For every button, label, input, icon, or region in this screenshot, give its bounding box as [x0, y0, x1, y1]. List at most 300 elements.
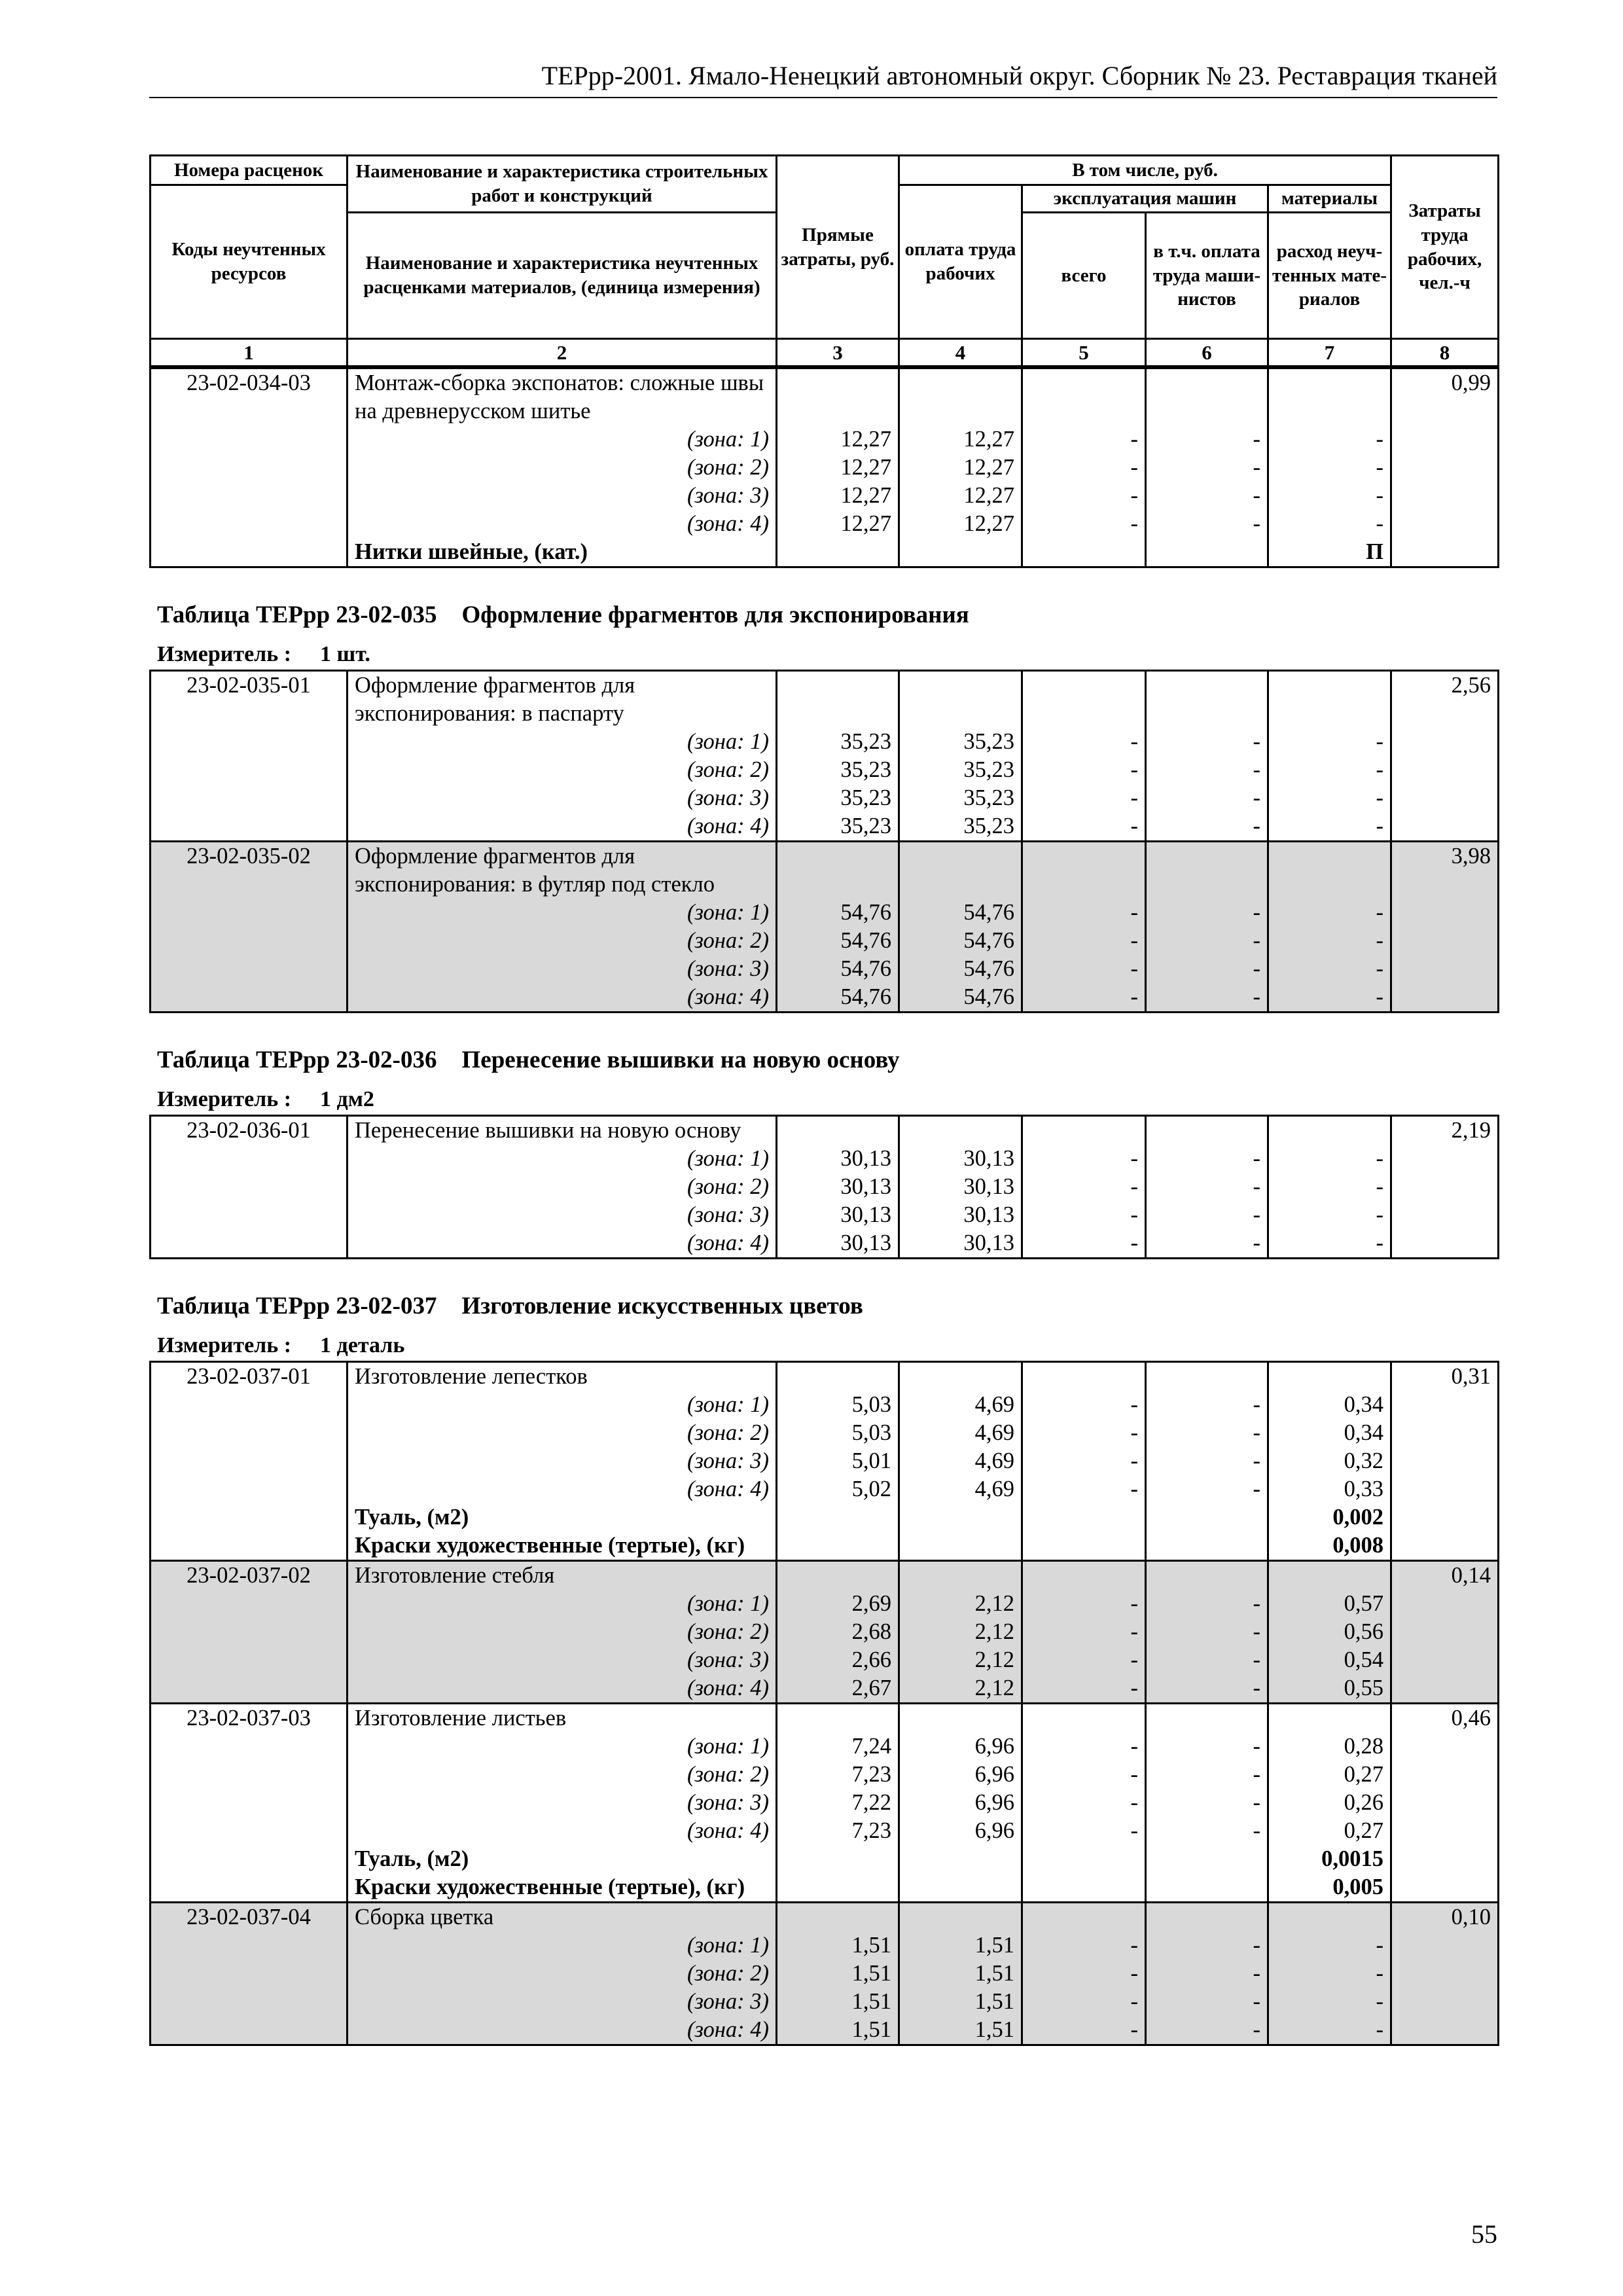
row-spacer — [1275, 870, 1383, 899]
value-cell-direct — [777, 671, 899, 842]
row-spacer — [1153, 397, 1260, 425]
labor-cost-value: 2,19 — [1451, 1118, 1491, 1143]
column-number: 7 — [1268, 339, 1391, 367]
zone-value: 54,76 — [963, 956, 1014, 982]
zone-value: 54,76 — [840, 984, 891, 1010]
zone-value: 0,27 — [1344, 1818, 1383, 1844]
row-spacer — [1275, 1117, 1383, 1145]
value-cell-machinist — [1146, 1561, 1268, 1704]
zone-value: - — [1130, 984, 1138, 1010]
row-spacer — [1029, 1704, 1138, 1732]
zone-value: 54,76 — [840, 928, 891, 954]
rate-code — [151, 1116, 348, 1259]
labor-cost-value: 0,10 — [1451, 1905, 1491, 1930]
zone-value: 30,13 — [963, 1174, 1014, 1200]
row-spacer — [1029, 672, 1138, 700]
zone-label: (зона: 3) — [687, 1647, 769, 1673]
header-codes: Коды неучтенных ресурсов — [151, 185, 348, 339]
rate-name-text: Сборка цветка — [355, 1905, 494, 1930]
zone-value: - — [1253, 1477, 1260, 1502]
row-spacer — [784, 1117, 891, 1145]
rate-row — [151, 1362, 1499, 1561]
zone-label: (зона: 2) — [687, 1420, 769, 1446]
zone-value: - — [1376, 984, 1383, 1010]
zone-value: 0,28 — [1344, 1734, 1383, 1759]
row-spacer — [784, 870, 891, 899]
zone-value: 35,23 — [963, 785, 1014, 811]
row-spacer — [1153, 672, 1260, 700]
header-unaccounted-consumption: расход неуч-тенных мате-риалов — [1268, 213, 1391, 339]
header-name-title: Наименование и характеристика строительных работ и конструкций — [348, 156, 777, 213]
resource-material: 0,008 — [1332, 1533, 1383, 1558]
zone-value: 35,23 — [963, 729, 1014, 755]
zone-value: 35,23 — [840, 814, 891, 839]
row-spacer — [906, 369, 1014, 397]
header-including: В том числе, руб. — [899, 156, 1391, 185]
zone-label: (зона: 4) — [687, 511, 769, 537]
zone-value: - — [1253, 956, 1260, 982]
labor-cost-value: 0,99 — [1451, 370, 1491, 396]
value-cell-pay — [899, 1561, 1022, 1704]
labor-cost — [1391, 1116, 1499, 1259]
measurement-unit — [157, 1333, 1497, 1359]
row-spacer — [1153, 1363, 1260, 1391]
zone-value: - — [1253, 483, 1260, 509]
rate-code — [151, 368, 348, 567]
document-content — [149, 154, 1497, 2046]
zone-value: - — [1130, 785, 1138, 811]
zone-label: (зона: 1) — [687, 1392, 769, 1418]
rate-name — [348, 1561, 777, 1704]
zone-value: 35,23 — [840, 729, 891, 755]
zone-value: 2,66 — [851, 1647, 891, 1673]
zone-value: - — [1253, 785, 1260, 811]
zone-value: - — [1376, 2017, 1383, 2043]
value-cell-material — [1268, 1116, 1391, 1259]
value-cell-pay — [899, 1903, 1022, 2045]
rate-row — [151, 1903, 1499, 2045]
row-spacer — [906, 672, 1014, 700]
rate-code — [151, 1704, 348, 1903]
zone-value: 2,12 — [974, 1647, 1014, 1673]
zone-value: - — [1130, 1420, 1138, 1446]
zone-value: 30,13 — [963, 1230, 1014, 1256]
zone-value: - — [1376, 785, 1383, 811]
row-spacer — [1153, 870, 1260, 899]
zone-value: - — [1130, 1477, 1138, 1502]
zone-label: (зона: 2) — [687, 1762, 769, 1787]
zone-value: - — [1253, 1762, 1260, 1787]
zone-value: 35,23 — [840, 757, 891, 783]
zone-value: - — [1253, 1591, 1260, 1617]
zone-value: 30,13 — [963, 1202, 1014, 1228]
zone-value: - — [1376, 455, 1383, 480]
header-machinist-pay: в т.ч. оплата труда маши-нистов — [1146, 213, 1268, 339]
value-cell-direct — [777, 842, 899, 1013]
zone-value: - — [1376, 427, 1383, 452]
zone-value: 0,27 — [1344, 1762, 1383, 1787]
header-worker-pay: оплата труда рабочих — [899, 185, 1022, 339]
table-title-text: Перенесение вышивки на новую основу — [461, 1047, 900, 1074]
row-spacer — [1029, 1903, 1138, 1931]
row-spacer — [1153, 842, 1260, 870]
zone-value: 2,69 — [851, 1591, 891, 1617]
column-number: 2 — [348, 339, 777, 367]
row-spacer — [1275, 1903, 1383, 1931]
row-spacer — [1275, 842, 1383, 870]
zone-value: 2,12 — [974, 1676, 1014, 1701]
row-spacer — [1153, 1117, 1260, 1145]
labor-cost — [1391, 1362, 1499, 1561]
zone-value: - — [1130, 1790, 1138, 1816]
zone-value: 0,34 — [1344, 1420, 1383, 1446]
resource-material: 0,002 — [1332, 1505, 1383, 1530]
row-spacer — [784, 672, 891, 700]
zone-label: (зона: 4) — [687, 1818, 769, 1844]
zone-label: (зона: 1) — [687, 1933, 769, 1958]
table-title-code: Таблица ТЕРрр 23-02-037 — [157, 1293, 437, 1320]
value-cell-material — [1268, 1704, 1391, 1903]
rate-name — [348, 1903, 777, 2045]
rate-name — [348, 842, 777, 1013]
header-labor-costs: Затраты труда рабочих, чел.-ч — [1391, 156, 1499, 339]
zone-value: - — [1253, 1961, 1260, 1986]
zone-value: 0,54 — [1344, 1647, 1383, 1673]
zone-value: - — [1130, 757, 1138, 783]
table-title — [157, 600, 1497, 631]
zone-value: 4,69 — [974, 1448, 1014, 1474]
measurement-value: 1 шт. — [320, 642, 370, 667]
rate-code-text: 23-02-036-01 — [187, 1118, 311, 1143]
zone-value: 54,76 — [840, 956, 891, 982]
rate-table — [149, 670, 1499, 1013]
header-name-unaccounted: Наименование и характеристика неучтенных расценками материалов, (единица измерения) — [348, 213, 777, 339]
header-rates-number: Номера расценок — [151, 156, 348, 185]
value-cell-machinist — [1146, 1362, 1268, 1561]
value-cell-direct — [777, 1903, 899, 2045]
row-spacer — [1029, 397, 1138, 425]
row-spacer — [1029, 842, 1138, 870]
value-cell-material — [1268, 368, 1391, 567]
zone-value: - — [1253, 729, 1260, 755]
table-title — [157, 1291, 1497, 1322]
measurement-value: 1 дм2 — [320, 1087, 374, 1112]
rate-table — [149, 1361, 1499, 2046]
zone-value: - — [1130, 1202, 1138, 1228]
zone-label: (зона: 3) — [687, 785, 769, 811]
row-spacer — [1153, 700, 1260, 728]
value-cell-material — [1268, 1362, 1391, 1561]
measurement-value: 1 деталь — [320, 1333, 405, 1358]
value-cell-pay — [899, 368, 1022, 567]
row-spacer — [1275, 1363, 1383, 1391]
zone-value: 12,27 — [840, 455, 891, 480]
value-cell-material — [1268, 1903, 1391, 2045]
zone-value: - — [1130, 1591, 1138, 1617]
rate-code-text: 23-02-037-03 — [187, 1706, 311, 1731]
zone-value: - — [1130, 1647, 1138, 1673]
zone-label: (зона: 4) — [687, 1676, 769, 1701]
zone-value: - — [1130, 1762, 1138, 1787]
zone-value: - — [1376, 511, 1383, 537]
zone-value: - — [1253, 1420, 1260, 1446]
labor-cost-value: 2,56 — [1451, 673, 1491, 698]
zone-value: - — [1130, 1676, 1138, 1701]
row-spacer — [784, 397, 891, 425]
rate-code-text: 23-02-037-01 — [187, 1364, 311, 1390]
value-cell-pay — [899, 671, 1022, 842]
rate-row — [151, 1116, 1499, 1259]
zone-value: 0,57 — [1344, 1591, 1383, 1617]
column-number: 1 — [151, 339, 348, 367]
zone-value: - — [1376, 757, 1383, 783]
zone-value: 54,76 — [963, 928, 1014, 954]
row-spacer — [1029, 700, 1138, 728]
zone-value: - — [1253, 1230, 1260, 1256]
zone-value: 7,23 — [851, 1818, 891, 1844]
zone-value: 6,96 — [974, 1818, 1014, 1844]
page-number: 55 — [1471, 2219, 1497, 2249]
value-cell-direct — [777, 1362, 899, 1561]
zone-value: 12,27 — [963, 455, 1014, 480]
row-spacer — [784, 700, 891, 728]
value-cell-total — [1022, 1704, 1146, 1903]
zone-label: (зона: 2) — [687, 1174, 769, 1200]
zone-value: 4,69 — [974, 1420, 1014, 1446]
zone-value: 7,24 — [851, 1734, 891, 1759]
row-spacer — [1153, 1704, 1260, 1732]
column-number: 3 — [777, 339, 899, 367]
rate-row — [151, 1561, 1499, 1704]
table-title-code: Таблица ТЕРрр 23-02-036 — [157, 1047, 437, 1074]
zone-value: 4,69 — [974, 1477, 1014, 1502]
row-spacer — [784, 369, 891, 397]
zone-value: - — [1130, 427, 1138, 452]
zone-value: 12,27 — [963, 511, 1014, 537]
value-cell-total — [1022, 842, 1146, 1013]
zone-value: 30,13 — [840, 1146, 891, 1172]
zone-value: 0,56 — [1344, 1619, 1383, 1645]
zone-label: (зона: 2) — [687, 928, 769, 954]
row-spacer — [784, 1704, 891, 1732]
row-spacer — [1275, 1704, 1383, 1732]
zone-value: - — [1130, 1989, 1138, 2015]
zone-value: - — [1376, 1933, 1383, 1958]
zone-value: - — [1130, 956, 1138, 982]
rate-code — [151, 842, 348, 1013]
row-spacer — [906, 842, 1014, 870]
zone-value: - — [1130, 1933, 1138, 1958]
zone-value: - — [1253, 1619, 1260, 1645]
zone-label: (зона: 1) — [687, 900, 769, 925]
labor-cost-value: 3,98 — [1451, 844, 1491, 869]
zone-value: - — [1130, 729, 1138, 755]
zone-value: 30,13 — [840, 1230, 891, 1256]
value-cell-pay — [899, 1116, 1022, 1259]
zone-value: - — [1130, 1146, 1138, 1172]
zone-value: 30,13 — [840, 1174, 891, 1200]
row-spacer — [1029, 1363, 1138, 1391]
zone-value: - — [1130, 1392, 1138, 1418]
value-cell-machinist — [1146, 1704, 1268, 1903]
zone-label: (зона: 2) — [687, 455, 769, 480]
zone-value: 54,76 — [840, 900, 891, 925]
column-number: 5 — [1022, 339, 1146, 367]
row-spacer — [906, 397, 1014, 425]
zone-label: (зона: 2) — [687, 757, 769, 783]
zone-value: 2,12 — [974, 1591, 1014, 1617]
header-total: всего — [1022, 213, 1146, 339]
zone-value: 1,51 — [974, 1933, 1014, 1958]
zone-value: 1,51 — [974, 1961, 1014, 1986]
zone-value: - — [1253, 757, 1260, 783]
zone-value: - — [1253, 1676, 1260, 1701]
spacer — [158, 870, 340, 899]
rate-row — [151, 1704, 1499, 1903]
zone-value: - — [1376, 1961, 1383, 1986]
zone-value: - — [1130, 1619, 1138, 1645]
row-spacer — [1153, 1562, 1260, 1590]
page-header: ТЕРрр-2001. Ямало-Ненецкий автономный округ. Сборник № 23. Реставрация тканей — [149, 60, 1497, 98]
value-cell-pay — [899, 1704, 1022, 1903]
zone-value: - — [1253, 1202, 1260, 1228]
table-title-text: Оформление фрагментов для экспонирования — [461, 601, 969, 629]
zone-value: - — [1253, 900, 1260, 925]
zone-value: - — [1253, 1790, 1260, 1816]
value-cell-total — [1022, 671, 1146, 842]
rate-row — [151, 368, 1499, 567]
zone-value: 1,51 — [851, 1961, 891, 1986]
zone-value: - — [1376, 1174, 1383, 1200]
measurement-label: Измеритель : — [157, 1333, 292, 1358]
resource-material: 0,005 — [1332, 1874, 1383, 1900]
labor-cost — [1391, 1903, 1499, 2045]
zone-value: - — [1130, 900, 1138, 925]
row-spacer — [784, 1903, 891, 1931]
rate-row — [151, 671, 1499, 842]
value-cell-pay — [899, 842, 1022, 1013]
rate-name-text: Изготовление листьев — [355, 1706, 567, 1731]
zone-value: 12,27 — [840, 483, 891, 509]
rate-name — [348, 1704, 777, 1903]
zone-value: 2,12 — [974, 1619, 1014, 1645]
zone-value: 1,51 — [974, 2017, 1014, 2043]
zone-value: - — [1253, 1989, 1260, 2015]
rate-code — [151, 671, 348, 842]
value-cell-total — [1022, 368, 1146, 567]
row-spacer — [906, 1704, 1014, 1732]
value-cell-direct — [777, 1561, 899, 1704]
value-cell-machinist — [1146, 1116, 1268, 1259]
zone-value: 35,23 — [840, 785, 891, 811]
rate-code-text: 23-02-034-03 — [187, 370, 311, 396]
zone-label: (зона: 2) — [687, 1961, 769, 1986]
row-spacer — [906, 870, 1014, 899]
rate-table — [149, 367, 1499, 568]
zone-label: (зона: 3) — [687, 1448, 769, 1474]
value-cell-material — [1268, 671, 1391, 842]
zone-value: - — [1130, 2017, 1138, 2043]
row-spacer — [906, 1562, 1014, 1590]
row-spacer — [1153, 1903, 1260, 1931]
zone-value: 6,96 — [974, 1762, 1014, 1787]
row-spacer — [1153, 369, 1260, 397]
rate-code-text: 23-02-035-02 — [187, 844, 311, 869]
zone-value: 12,27 — [963, 483, 1014, 509]
zone-value: - — [1130, 455, 1138, 480]
measurement-unit — [157, 641, 1497, 668]
zone-value: 6,96 — [974, 1790, 1014, 1816]
zone-value: - — [1253, 427, 1260, 452]
zone-label: (зона: 3) — [687, 1989, 769, 2015]
zone-label: (зона: 4) — [687, 1477, 769, 1502]
zone-value: 0,34 — [1344, 1392, 1383, 1418]
zone-value: 0,26 — [1344, 1790, 1383, 1816]
zone-value: - — [1253, 814, 1260, 839]
measurement-unit — [157, 1086, 1497, 1113]
header-materials: материалы — [1268, 185, 1391, 213]
rate-name-text: Оформление фрагментов для экспонирования: в паспарту — [355, 673, 635, 726]
zone-value: - — [1253, 984, 1260, 1010]
zone-value: - — [1130, 1448, 1138, 1474]
value-cell-total — [1022, 1116, 1146, 1259]
row-spacer — [906, 700, 1014, 728]
rate-table — [149, 1115, 1499, 1259]
rate-code-text: 23-02-037-04 — [187, 1905, 311, 1930]
zone-label: (зона: 1) — [687, 729, 769, 755]
zone-value: - — [1130, 814, 1138, 839]
row-spacer — [1029, 1117, 1138, 1145]
rate-blocks — [149, 367, 1497, 2046]
zone-value: 5,03 — [851, 1392, 891, 1418]
zone-value: - — [1253, 1174, 1260, 1200]
row-spacer — [1275, 1562, 1383, 1590]
spacer — [158, 397, 340, 425]
value-cell-machinist — [1146, 842, 1268, 1013]
zone-value: - — [1253, 1647, 1260, 1673]
zone-value: - — [1253, 928, 1260, 954]
zone-value: - — [1253, 1448, 1260, 1474]
zone-label: (зона: 4) — [687, 1230, 769, 1256]
value-cell-material — [1268, 842, 1391, 1013]
rate-row — [151, 842, 1499, 1013]
zone-label: (зона: 3) — [687, 1202, 769, 1228]
zone-value: 1,51 — [851, 1989, 891, 2015]
zone-label: (зона: 1) — [687, 1146, 769, 1172]
zone-value: 12,27 — [963, 427, 1014, 452]
rate-name — [348, 1116, 777, 1259]
zone-value: - — [1130, 1734, 1138, 1759]
zone-value: 54,76 — [963, 984, 1014, 1010]
zone-value: 35,23 — [963, 757, 1014, 783]
measurement-label: Измеритель : — [157, 642, 292, 667]
zone-value: - — [1130, 483, 1138, 509]
zone-label: (зона: 3) — [687, 483, 769, 509]
zone-value: 7,23 — [851, 1762, 891, 1787]
value-cell-total — [1022, 1561, 1146, 1704]
value-cell-total — [1022, 1362, 1146, 1561]
zone-value: 5,01 — [851, 1448, 891, 1474]
zone-value: - — [1130, 928, 1138, 954]
zone-value: - — [1253, 2017, 1260, 2043]
zone-value: 1,51 — [974, 1989, 1014, 2015]
labor-cost-value: 0,14 — [1451, 1563, 1491, 1588]
row-spacer — [906, 1363, 1014, 1391]
zone-value: - — [1253, 1818, 1260, 1844]
zone-value: 1,51 — [851, 2017, 891, 2043]
zone-value: - — [1376, 814, 1383, 839]
row-spacer — [784, 1562, 891, 1590]
